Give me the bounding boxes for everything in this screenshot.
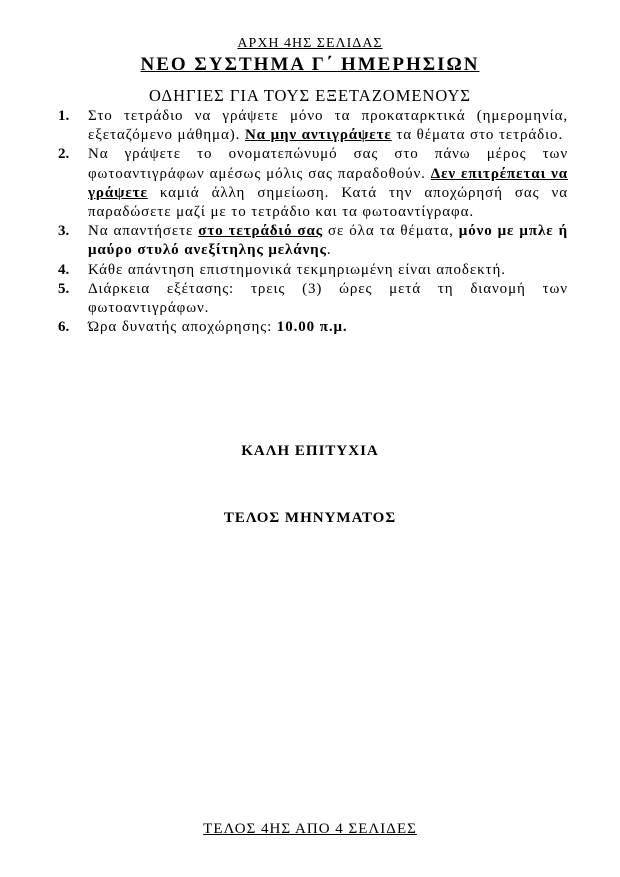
page-end-label: ΤΕΛΟΣ 4ΗΣ ΑΠΟ 4 ΣΕΛΙΔΕΣ — [203, 821, 417, 837]
instruction-item — [52, 222, 568, 260]
instruction-item — [52, 280, 568, 318]
instruction-text — [88, 222, 568, 260]
instruction-text — [88, 318, 568, 337]
good-luck-text: ΚΑΛΗ ΕΠΙΤΥΧΙΑ — [241, 443, 379, 459]
instructions-list — [52, 107, 568, 337]
instruction-number: 3. — [58, 223, 70, 240]
instruction-text-part: σε όλα τα θέματα, — [322, 223, 459, 240]
instruction-text-part: . — [326, 242, 332, 259]
instruction-text-part: Διάρκεια εξέτασης: τρεις (3) ώρες μετά τη διανομή των φωτοαντιγράφων. — [88, 280, 568, 317]
instruction-text-part: τα θέματα στο τετράδιο. — [391, 127, 564, 144]
instruction-emphasis: στο τετράδιό σας — [198, 223, 323, 240]
instruction-text — [88, 107, 568, 145]
instruction-text-part: Να απαντήσετε — [88, 223, 199, 240]
instruction-text — [88, 145, 568, 222]
instruction-text-part: Ώρα δυνατής αποχώρησης: — [88, 319, 277, 336]
instruction-emphasis: Να μην αντιγράψετε — [244, 127, 392, 144]
end-of-message-text: ΤΕΛΟΣ ΜΗΝΥΜΑΤΟΣ — [223, 510, 397, 526]
instruction-number: 2. — [58, 146, 70, 163]
instruction-item — [52, 107, 568, 145]
system-title: ΝΕΟ ΣΥΣΤΗΜΑ Γ΄ ΗΜΕΡΗΣΙΩΝ — [140, 54, 480, 75]
instruction-text-part: Να γράψετε το ονοματεπώνυμό σας στο πάνω μέρος των φωτοαντιγράφων αμέσως μόλις σας παραδοθούν. — [88, 146, 568, 182]
instruction-emphasis: μόνο με μπλε ή μαύρο στυλό ανεξίτηλης μελάνης — [88, 223, 568, 259]
instruction-text-part: καμιά άλλη σημείωση. Κατά την αποχώρησή σας να παραδώσετε μαζί με το τετράδιο και τα φωτοαντίγραφα. — [88, 184, 568, 221]
instruction-number: 4. — [58, 261, 70, 278]
instruction-text-part: Στο τετράδιο να γράψετε μόνο τα προκαταρκτικά (ημερομηνία, εξεταζόμενο μάθημα). — [88, 108, 568, 144]
instruction-number: 5. — [58, 280, 70, 297]
instruction-item — [52, 145, 568, 222]
instruction-emphasis: 10.00 π.μ. — [276, 319, 348, 336]
instruction-number: 1. — [58, 108, 70, 124]
instruction-text — [88, 261, 568, 280]
instruction-item — [52, 261, 568, 280]
page-start-label: ΑΡΧΗ 4ΗΣ ΣΕΛΙΔΑΣ — [237, 36, 383, 51]
instruction-text — [88, 280, 568, 318]
instructions-heading: ΟΔΗΓΙΕΣ ΓΙΑ ΤΟΥΣ ΕΞΕΤΑΖΟΜΕΝΟΥΣ — [149, 86, 471, 105]
instruction-text-part: Κάθε απάντηση επιστημονικά τεκμηριωμένη είναι αποδεκτή. — [88, 261, 506, 278]
instruction-item — [52, 318, 568, 337]
instruction-number: 6. — [58, 319, 70, 336]
instruction-emphasis: Δεν επιτρέπεται να γράψετε — [88, 165, 568, 201]
